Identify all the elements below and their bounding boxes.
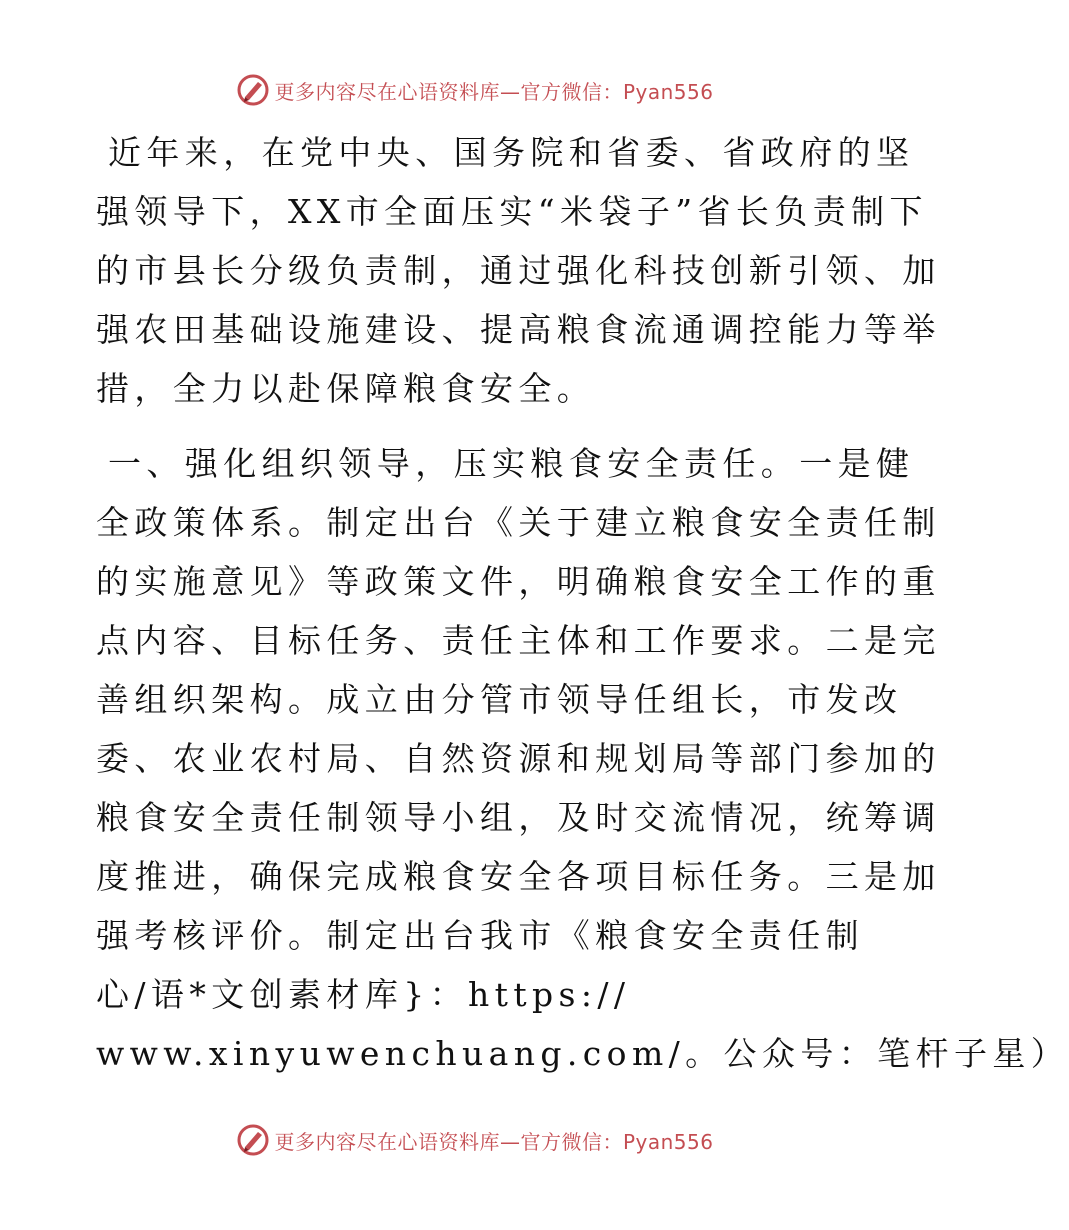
- text-line: 的实施意见》等政策文件，明确粮食安全工作的重: [96, 562, 941, 601]
- text-line: 强农田基础设施建设、提高粮食流通调控能力等举: [96, 310, 941, 349]
- text-line: 强考核评价。制定出台我市《粮食安全责任制: [96, 916, 864, 955]
- paragraph-intro: [96, 123, 941, 418]
- text-line: 措，全力以赴保障粮食安全。: [96, 369, 596, 408]
- footer-watermark-text: 更多内容尽在心语资料库—官方微信：Pyan556: [274, 1129, 714, 1154]
- text-line: 近年来，在党中央、国务院和省委、省政府的坚: [108, 133, 915, 172]
- text-line: 强领导下，XX市全面压实“米袋子”省长负责制下: [96, 192, 928, 231]
- pen-circle-logo-icon: [236, 73, 270, 107]
- pen-circle-logo-icon: [236, 1123, 270, 1157]
- text-line: 全政策体系。制定出台《关于建立粮食安全责任制: [96, 503, 941, 542]
- text-line: 委、农业农村局、自然资源和规划局等部门参加的: [96, 739, 941, 778]
- text-line: 点内容、目标任务、责任主体和工作要求。二是完: [96, 621, 941, 660]
- header-watermark: [0, 70, 950, 110]
- text-line: 的市县长分级负责制，通过强化科技创新引领、加: [96, 251, 941, 290]
- text-line: www.xinyuwenchuang.com/。公众号：笔杆子星）: [96, 1034, 1069, 1073]
- paragraph-section-one: [96, 434, 1069, 1083]
- text-line: 心/语*文创素材库}：https://: [96, 975, 631, 1014]
- text-line: 度推进，确保完成粮食安全各项目标任务。三是加: [96, 857, 941, 896]
- text-line: 粮食安全责任制领导小组，及时交流情况，统筹调: [96, 798, 941, 837]
- text-line: 善组织架构。成立由分管市领导任组长，市发改: [96, 680, 903, 719]
- document-body: [96, 123, 1069, 1083]
- text-line: 一、强化组织领导，压实粮食安全责任。一是健: [108, 444, 915, 483]
- header-watermark-text: 更多内容尽在心语资料库—官方微信：Pyan556: [274, 79, 714, 104]
- footer-watermark: [0, 1120, 950, 1160]
